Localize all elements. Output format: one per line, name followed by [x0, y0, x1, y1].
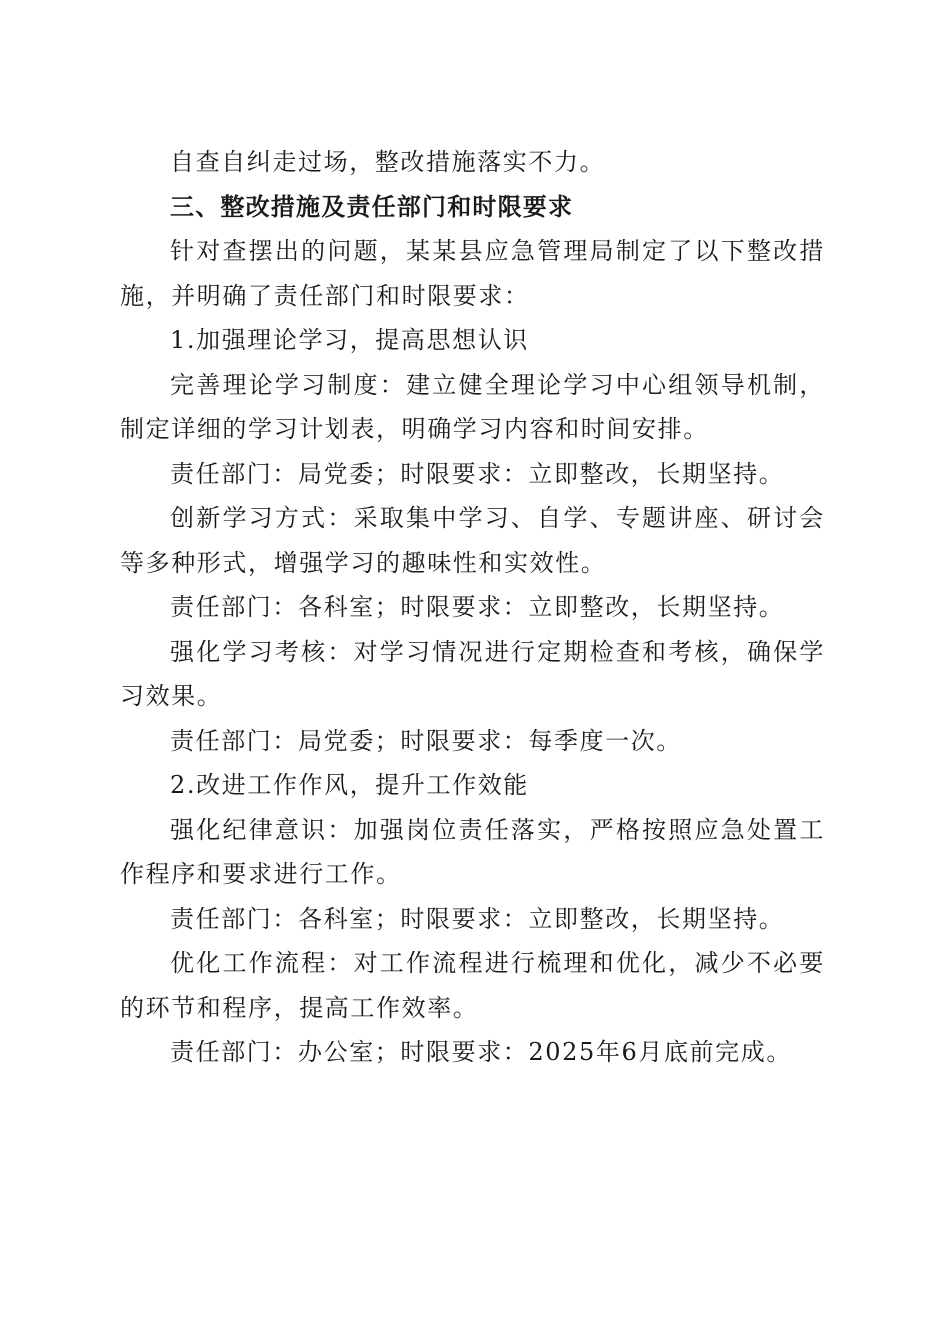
document-body — [120, 140, 825, 1075]
paragraph-workflow: 优化工作流程：对工作流程进行梳理和优化，减少不必要的环节和程序，提高工作效率。 — [120, 949, 825, 1022]
paragraph-study-methods: 创新学习方式：采取集中学习、自学、专题讲座、研讨会等多种形式，增强学习的趣味性和实效性。 — [120, 504, 825, 577]
paragraph-responsibility-1: 责任部门：局党委；时限要求：立即整改，长期坚持。 — [170, 459, 785, 488]
subheading-theory-study: 1.加强理论学习，提高思想认识 — [170, 326, 529, 354]
subheading-work-style: 2.改进工作作风，提升工作效能 — [170, 771, 529, 799]
paragraph-responsibility-5: 责任部门：办公室；时限要求：2025年6月底前完成。 — [170, 1038, 792, 1066]
paragraph-self-check: 自查自纠走过场，整改措施落实不力。 — [170, 148, 606, 176]
paragraph-study-assessment: 强化学习考核：对学习情况进行定期检查和考核，确保学习效果。 — [120, 637, 825, 710]
paragraph-responsibility-3: 责任部门：局党委；时限要求：每季度一次。 — [170, 726, 682, 755]
paragraph-intro: 针对查摆出的问题，某某县应急管理局制定了以下整改措施，并明确了责任部门和时限要求： — [120, 237, 825, 310]
paragraph-discipline: 强化纪律意识：加强岗位责任落实，严格按照应急处置工作程序和要求进行工作。 — [120, 815, 825, 888]
section-heading-rectification: 三、整改措施及责任部门和时限要求 — [170, 192, 574, 221]
paragraph-responsibility-4: 责任部门：各科室；时限要求：立即整改，长期坚持。 — [170, 904, 785, 933]
paragraph-responsibility-2: 责任部门：各科室；时限要求：立即整改，长期坚持。 — [170, 593, 785, 621]
paragraph-study-system: 完善理论学习制度：建立健全理论学习中心组领导机制，制定详细的学习计划表，明确学习内容和时间安排。 — [120, 370, 825, 443]
